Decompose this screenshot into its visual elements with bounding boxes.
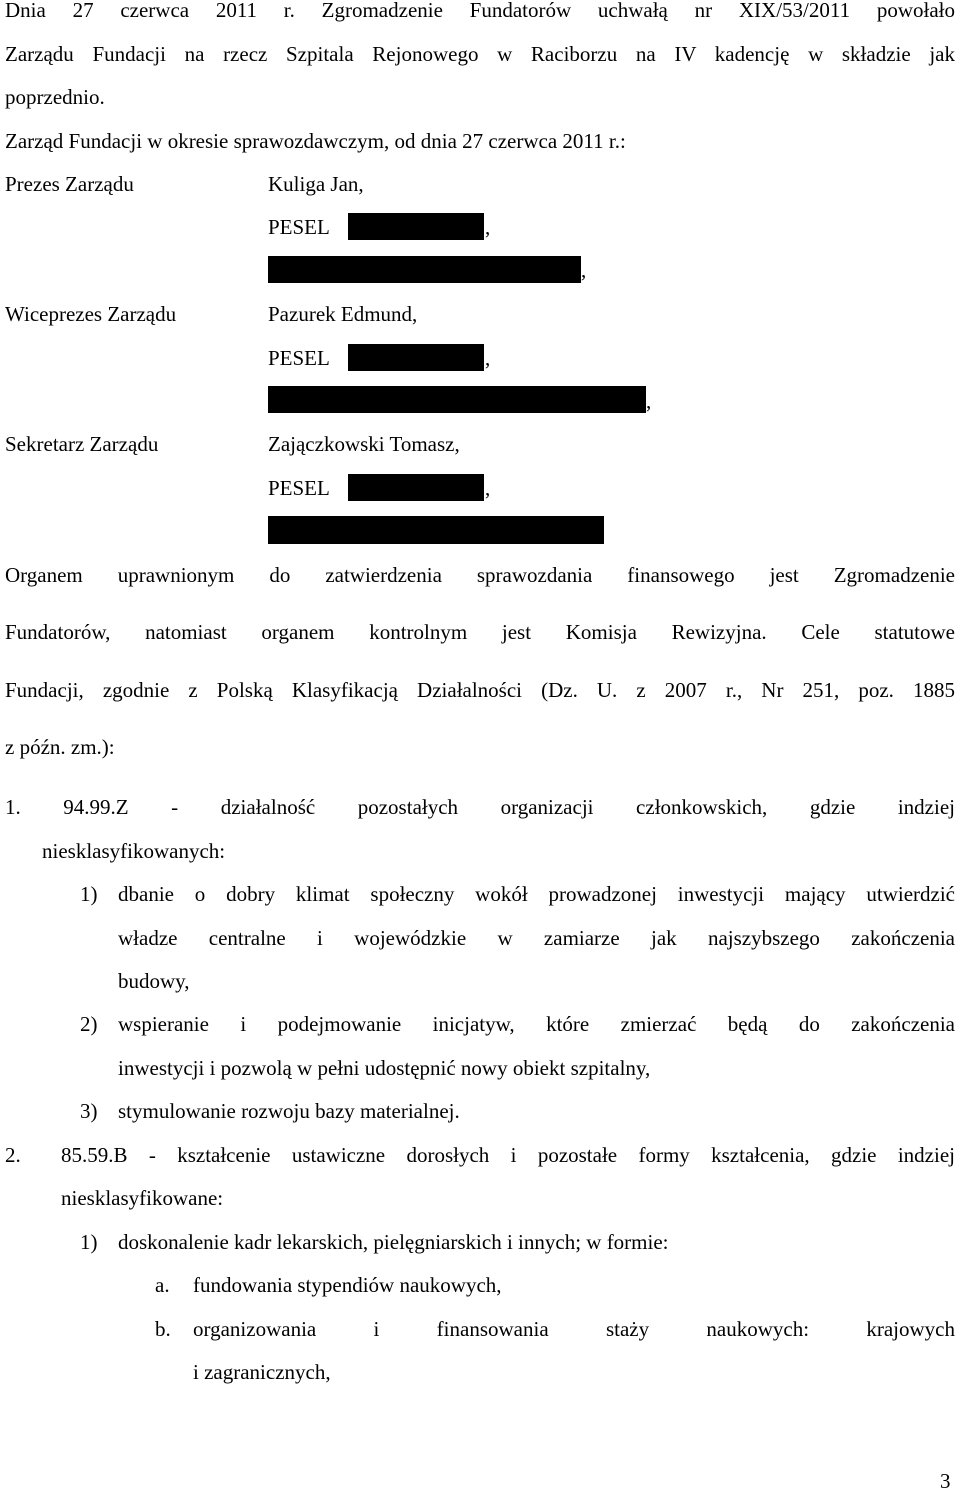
name-president: Kuliga Jan, — [268, 172, 364, 196]
pesel-comma-vice-president: , — [485, 346, 491, 370]
item-1-heading-cont: niesklasyfikowanych: — [42, 839, 226, 863]
item-1-sub-2-line-1: wspieranie i podejmowanie inicjatyw, które zmierzać będą do zakończenia — [118, 1012, 955, 1036]
item-1-sub-1-line-3: budowy, — [118, 969, 190, 993]
redacted-address-secretary — [268, 516, 604, 544]
organ-paragraph-line-4: z późn. zm.): — [5, 735, 115, 759]
item-2-heading-cont: niesklasyfikowane: — [61, 1186, 224, 1210]
item-1-sub-3-line-1: stymulowanie rozwoju bazy materialnej. — [118, 1099, 460, 1123]
item-2-heading: 85.59.B - kształcenie ustawiczne dorosłych i pozostałe formy kształcenia, gdzie indziej — [61, 1143, 955, 1167]
redacted-address-president — [268, 256, 581, 283]
address-comma-vice-president: , — [646, 389, 652, 413]
organ-paragraph-line-3: Fundacji, zgodnie z Polską Klasyfikacją Działalności (Dz. U. z 2007 r., Nr 251, poz. 1885 — [5, 678, 955, 702]
item-2-number: 2. — [5, 1143, 21, 1167]
organ-paragraph-line-2: Fundatorów, natomiast organem kontrolnym jest Komisja Rewizyjna. Cele statutowe — [5, 620, 955, 644]
redacted-pesel-secretary — [348, 474, 484, 501]
redacted-pesel-president — [348, 213, 484, 240]
item-1-sub-2-number: 2) — [80, 1012, 98, 1036]
pesel-label-president: PESEL — [268, 215, 330, 239]
item-1-sub-1-line-2: władze centralne i wojewódzkie w zamiarze jak najszybszego zakończenia — [118, 926, 955, 950]
pesel-comma-secretary: , — [485, 476, 491, 500]
item-2-letter-b-marker: b. — [155, 1317, 171, 1341]
item-2-letter-a-marker: a. — [155, 1273, 170, 1297]
pesel-comma-president: , — [485, 215, 491, 239]
item-2-letter-b-line-1: organizowania i finansowania staży naukowych: krajowych — [193, 1317, 955, 1341]
intro-paragraph-line-1: Dnia 27 czerwca 2011 r. Zgromadzenie Fundatorów uchwałą nr XIX/53/2011 powołało — [5, 0, 955, 22]
item-2-sub-1-text: doskonalenie kadr lekarskich, pielęgniarskich i innych; w formie: — [118, 1230, 669, 1254]
item-1-sub-1-line-1: dbanie o dobry klimat społeczny wokół prowadzonej inwestycji mający utwierdzić — [118, 882, 955, 906]
item-2-letter-a-text: fundowania stypendiów naukowych, — [193, 1273, 502, 1297]
pesel-label-secretary: PESEL — [268, 476, 330, 500]
pesel-label-vice-president: PESEL — [268, 346, 330, 370]
role-secretary: Sekretarz Zarządu — [5, 432, 159, 456]
board-period-heading: Zarząd Fundacji w okresie sprawozdawczym, od dnia 27 czerwca 2011 r.: — [5, 129, 626, 153]
name-vice-president: Pazurek Edmund, — [268, 302, 418, 326]
organ-paragraph-line-1: Organem uprawnionym do zatwierdzenia sprawozdania finansowego jest Zgromadzenie — [5, 563, 955, 587]
item-1-heading: 1. 94.99.Z - działalność pozostałych organizacji członkowskich, gdzie indziej — [5, 795, 955, 819]
item-2-sub-1-number: 1) — [80, 1230, 98, 1254]
address-comma-president: , — [581, 258, 587, 282]
redacted-pesel-vice-president — [348, 344, 484, 371]
redacted-address-vice-president — [268, 386, 646, 413]
intro-paragraph-line-3: poprzednio. — [5, 85, 105, 109]
role-president: Prezes Zarządu — [5, 172, 134, 196]
item-2-letter-b-line-2: i zagranicznych, — [193, 1360, 331, 1384]
name-secretary: Zajączkowski Tomasz, — [268, 432, 460, 456]
item-1-sub-1-number: 1) — [80, 882, 98, 906]
page-number: 3 — [940, 1469, 951, 1493]
intro-paragraph-line-2: Zarządu Fundacji na rzecz Szpitala Rejonowego w Raciborzu na IV kadencję w składzie jak — [5, 42, 955, 66]
role-vice-president: Wiceprezes Zarządu — [5, 302, 177, 326]
item-1-sub-3-number: 3) — [80, 1099, 98, 1123]
item-1-sub-2-line-2: inwestycji i pozwolą w pełni udostępnić nowy obiekt szpitalny, — [118, 1056, 651, 1080]
